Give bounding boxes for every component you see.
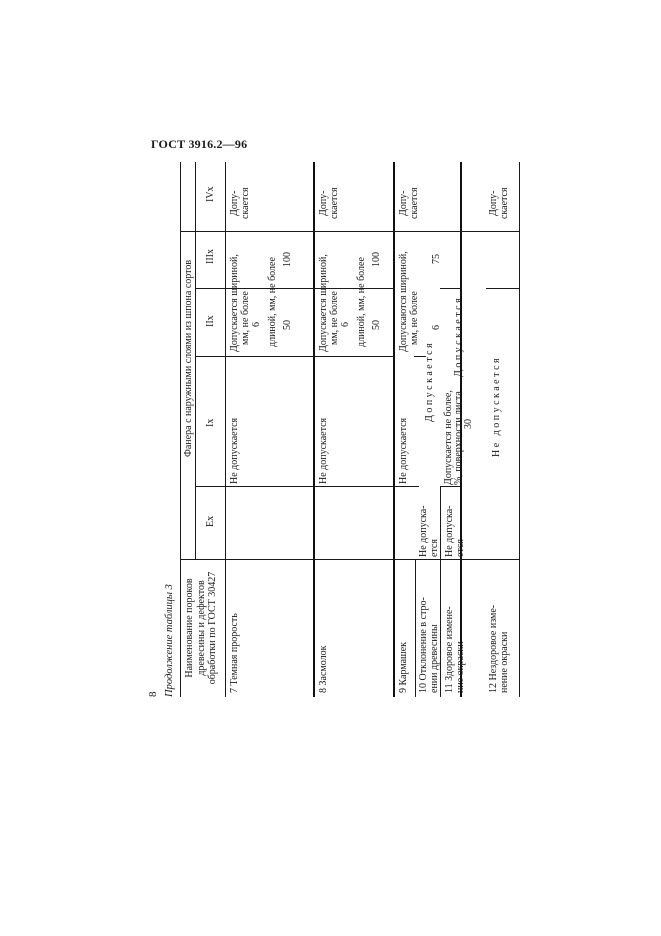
row-iv-line: скается [409,187,420,219]
grade-iiix-header: IIIx [205,249,216,264]
row-ii-iii-line: длиной, мм, не более [356,257,367,347]
row-name-line: ние окраски [455,641,466,693]
row-ii-iii-line: Допускаются шириной, [398,251,409,352]
row-name-line: ении древесины [429,624,440,693]
grades-group-header: Фанера с наружными слоями из шпона сортов [183,259,194,457]
document-header: ГОСТ 3916.2—96 [151,137,248,151]
row-ii-iii-line: Допускается шириной, [318,254,329,352]
row-rest: Допускается [424,340,435,422]
row-iv-line: Допу- [398,190,409,216]
grade-ix-header: Ix [205,418,216,427]
table-caption: Продолжение таблицы 3 [164,584,175,697]
row-name-line: нение окраски [499,631,510,693]
row-ix-line: Допускается не более, [443,390,454,485]
row-ix: Не допускается [318,417,329,484]
grade-ex-header: Ex [205,515,216,527]
row-ix: Не допускается [398,417,409,484]
row-name-line: 11 Здоровое измене- [444,606,455,693]
page-number: 8 [147,691,159,697]
row-ix-line: 30 [463,419,474,429]
row-ix: Не допускается [229,417,240,484]
row-ex-line: Не допуска- [444,505,455,557]
row-ii-iii-line: 6 [251,322,262,327]
row-ii-iii-line: 100 [282,252,293,267]
row-ix-line: %, поверхности листа [453,391,464,485]
rotated-table-page [147,162,520,697]
row-iv-line: Допу- [488,190,499,216]
row-ex-line: ется [429,539,440,557]
row-ii-iii-line: 50 [282,320,293,330]
row-ii-iii-line: 75 [431,254,442,264]
row-iv-line: скается [329,187,340,219]
row-name: 9 Кармашек [398,641,409,693]
row-name-line: 12 Нездоровое изме- [488,604,499,693]
row-ex-line: ется [455,539,466,557]
row-ii-iii-line: 100 [371,252,382,267]
grade-iix-header: IIx [205,315,216,327]
row-ii-iii-line: 6 [431,325,442,330]
grade-ivx-header: IVx [205,186,216,202]
row-ii-iii-line: мм, не более [329,291,340,345]
row-iv-line: скается [499,187,510,219]
row-ex-line: Не допуска- [418,505,429,557]
row-rest: Допускается [453,295,464,377]
row-ii-iii-line: мм, не более [409,291,420,345]
row-iv-line: Допу- [229,190,240,216]
row-ii-iii-line: 50 [371,320,382,330]
row-ii-iii-line: мм, не более [240,291,251,345]
row-iv-line: скается [240,187,251,219]
row-ii-iii-line: Допускается шириной, [229,254,240,352]
row-name-line: 10 Отклонение в стро- [418,597,429,693]
row-iv-line: Допу- [318,190,329,216]
row-name: 7 Темная прорость [229,613,240,693]
row-rest: Не допускается [491,355,502,457]
col0-header: Наименование пороков древесины и дефектов обработки по ГОСТ 30427 [184,571,218,685]
row-ii-iii-line: длиной, мм, не более [267,257,278,347]
row-ii-iii-line: 6 [340,322,351,327]
row-name: 8 Засмолок [318,645,329,693]
